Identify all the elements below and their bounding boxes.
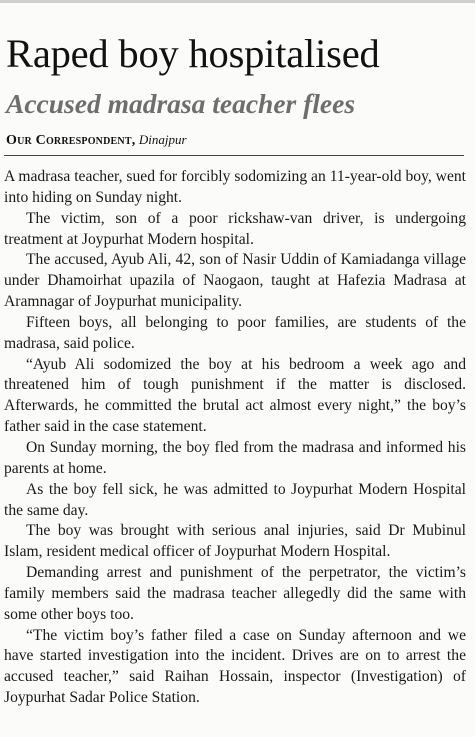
headline: Raped boy hospitalised xyxy=(6,31,380,76)
paragraph: Fifteen boys, all belonging to poor families, are students of the madrasa, said police. xyxy=(4,313,466,352)
byline-location: Dinajpur xyxy=(138,132,187,147)
paragraph: “The victim boy’s father filed a case on Sunday afternoon and we have started investigation into the incident. Drives are on to arrest the accused teacher,” said Raihan Hossain, inspector (Investigation) of Joypurhat Sadar Police Station. xyxy=(4,626,466,707)
byline-author: Our Correspondent, xyxy=(6,133,136,148)
subheadline: Accused madrasa teacher flees xyxy=(6,88,356,119)
paragraph: The boy was brought with serious anal injuries, said Dr Mubinul Islam, resident medical officer of Joypurhat Modern Hospital. xyxy=(4,522,466,561)
byline-divider xyxy=(4,155,464,156)
paragraph: “Ayub Ali sodomized the boy at his bedroom a week ago and threatened him of tough punishment if the matter is disclosed. Afterwards, he committed the brutal act almost every night,” the boy’s father said in the case statement. xyxy=(4,355,466,436)
paragraph: A madrasa teacher, sued for forcibly sodomizing an 11-year-old boy, went into hiding on Sunday night. xyxy=(4,168,466,206)
article-body xyxy=(4,167,466,709)
paragraph: As the boy fell sick, he was admitted to Joypurhat Modern Hospital the same day. xyxy=(4,480,466,519)
paragraph: Demanding arrest and punishment of the perpetrator, the victim’s family members said the madrasa teacher allegedly did the same with some other boys too. xyxy=(4,564,466,623)
top-border xyxy=(0,0,475,3)
paragraph: On Sunday morning, the boy fled from the madrasa and informed his parents at home. xyxy=(4,438,466,477)
paragraph: The accused, Ayub Ali, 42, son of Nasir Uddin of Kamiadanga village under Dhamoirhat upazila of Naogaon, taught at Hafezia Madrasa at Aramnagar of Joypurhat municipality. xyxy=(4,251,466,311)
byline xyxy=(6,131,187,150)
paragraph: The victim, son of a poor rickshaw-van driver, is undergoing treatment at Joypurhat Modern hospital. xyxy=(4,209,466,248)
